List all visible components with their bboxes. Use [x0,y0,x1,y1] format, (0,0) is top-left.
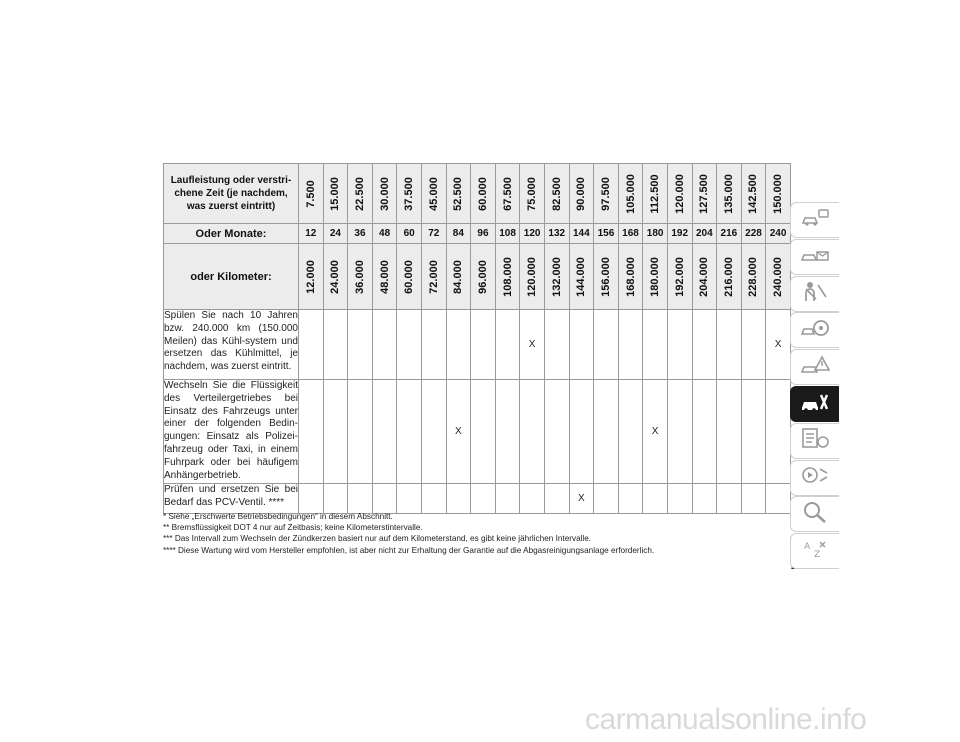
miles-value: 105.000 [624,173,637,214]
footnote: * Siehe „Erschwerte Betriebsbedingungen“ in diesem Abschnitt. [163,512,393,521]
miles-value: 150.000 [772,173,785,214]
car-service-tools-icon [800,390,830,419]
interval-cell [643,310,668,380]
kilometers-cell [471,244,496,310]
kilometers-cell [348,244,373,310]
kilometers-cell [618,244,643,310]
interval-cell [348,380,373,484]
car-warning-icon [800,353,830,382]
chapter-tab[interactable] [790,276,839,312]
interval-cell [495,310,520,380]
kilometers-value: 228.000 [747,256,760,297]
interval-cell [323,484,348,514]
interval-cell [569,310,594,380]
miles-cell [569,164,594,224]
interval-cell [544,380,569,484]
months-cell: 132 [544,224,569,244]
miles-cell [471,164,496,224]
miles-value: 22.500 [353,176,366,211]
miles-value: 120.000 [673,173,686,214]
car-multimedia-icon [800,463,830,492]
row-kilometers [164,244,791,310]
row-miles [164,164,791,224]
interval-cell [446,484,471,514]
miles-cell [766,164,791,224]
interval-cell [299,380,324,484]
chapter-tab[interactable] [790,349,839,385]
miles-value: 90.000 [575,176,588,211]
car-specs-icon [800,426,830,455]
watermark: carmanualsonline.info [585,703,867,736]
kilometers-value: 60.000 [403,259,416,294]
chapter-tab[interactable] [790,496,839,532]
interval-cell [372,310,397,380]
kilometers-value: 96.000 [476,259,489,294]
months-cell: 204 [692,224,717,244]
miles-value: 67.500 [501,176,514,211]
interval-cell [766,484,791,514]
interval-cell [471,380,496,484]
miles-cell [594,164,619,224]
service-row [164,310,791,380]
miles-value: 37.500 [403,176,416,211]
service-description: Spülen Sie nach 10 Jahren bzw. 240.000 km (150.000 Meilen) das Kühl-system und ersetzen das Kühlmittel, je nachdem, was zuerst eintritt. [164,310,299,380]
interval-cell [741,310,766,380]
interval-mark: X [766,310,791,380]
car-dashboard-icon [800,206,830,235]
interval-mark: X [569,484,594,514]
interval-cell [520,380,545,484]
months-cell: 168 [618,224,643,244]
interval-cell [348,484,373,514]
interval-cell [569,380,594,484]
interval-cell [421,380,446,484]
kilometers-value: 108.000 [501,256,514,297]
car-mail-icon [800,242,830,271]
service-row [164,380,791,484]
miles-cell [323,164,348,224]
miles-cell [741,164,766,224]
interval-mark: X [643,380,668,484]
interval-cell [717,310,742,380]
kilometers-value: 204.000 [698,256,711,297]
miles-cell [299,164,324,224]
interval-cell [397,310,422,380]
interval-cell [299,484,324,514]
miles-cell [544,164,569,224]
maintenance-schedule-table [163,163,791,514]
interval-cell [667,380,692,484]
months-cell: 180 [643,224,668,244]
miles-cell [397,164,422,224]
interval-cell [520,484,545,514]
months-cell: 84 [446,224,471,244]
kilometers-value: 180.000 [649,256,662,297]
interval-cell [741,484,766,514]
interval-cell [421,310,446,380]
miles-cell [495,164,520,224]
months-cell: 120 [520,224,545,244]
miles-value: 30.000 [378,176,391,211]
header-mileage-label: Laufleistung oder verstri-chene Zeit (je nachdem, was zuerst eintritt) [164,164,299,224]
miles-value: 75.000 [526,176,539,211]
miles-value: 82.500 [550,176,563,211]
car-steering-icon [800,316,830,345]
interval-cell [471,310,496,380]
chapter-tab[interactable] [790,202,839,238]
interval-cell [544,484,569,514]
footnote: **** Diese Wartung wird vom Hersteller empfohlen, ist aber nicht zur Erhaltung der Garantie auf die Abgasreinigungsanlage erforderlich. [163,545,655,555]
chapter-tab[interactable] [790,386,839,422]
miles-cell [643,164,668,224]
chapter-tab[interactable] [790,239,839,275]
chapter-tab[interactable] [790,533,839,569]
svg-text:Z: Z [814,549,821,560]
months-cell: 144 [569,224,594,244]
interval-cell [348,310,373,380]
miles-value: 15.000 [329,176,342,211]
kilometers-cell [643,244,668,310]
chapter-tab[interactable] [790,423,839,459]
interval-cell [618,310,643,380]
interval-cell [667,310,692,380]
months-cell: 192 [667,224,692,244]
svg-text:A: A [804,541,811,552]
months-cell: 228 [741,224,766,244]
interval-cell [397,484,422,514]
interval-cell [421,484,446,514]
interval-cell [372,380,397,484]
kilometers-cell [372,244,397,310]
months-cell: 24 [323,224,348,244]
months-cell: 48 [372,224,397,244]
interval-cell [594,380,619,484]
interval-cell [495,484,520,514]
interval-cell [544,310,569,380]
kilometers-value: 24.000 [329,259,342,294]
kilometers-cell [544,244,569,310]
interval-cell [618,380,643,484]
kilometers-cell [495,244,520,310]
months-cell: 240 [766,224,791,244]
miles-cell [692,164,717,224]
kilometers-value: 240.000 [772,256,785,297]
kilometers-value: 216.000 [722,256,735,297]
footnote: ** Bremsflüssigkeit DOT 4 nur auf Zeitbasis; keine Kilometerstintervalle. [163,523,423,533]
interval-cell [692,380,717,484]
car-language-icon [800,537,830,566]
chapter-tab[interactable] [790,460,839,496]
interval-cell [471,484,496,514]
interval-cell [667,484,692,514]
row-months [164,224,791,244]
interval-cell [594,310,619,380]
kilometers-value: 120.000 [526,256,539,297]
months-cell: 96 [471,224,496,244]
magnifier-index-icon [800,500,830,529]
miles-cell [421,164,446,224]
kilometers-value: 84.000 [452,259,465,294]
interval-cell [717,380,742,484]
kilometers-value: 168.000 [624,256,637,297]
kilometers-value: 132.000 [550,256,563,297]
months-cell: 60 [397,224,422,244]
miles-cell [717,164,742,224]
months-cell: 72 [421,224,446,244]
kilometers-cell [667,244,692,310]
kilometers-cell [520,244,545,310]
kilometers-value: 72.000 [427,259,440,294]
interval-cell [594,484,619,514]
footnote: *** Das Intervall zum Wechseln der Zündkerzen basiert nur auf dem Kilometerstand, es gibt keine jährlichen Intervalle. [163,534,592,544]
header-months-label: Oder Monate: [164,224,299,244]
car-seatbelt-icon [800,279,830,308]
kilometers-value: 12.000 [304,259,317,294]
months-cell: 36 [348,224,373,244]
kilometers-cell [766,244,791,310]
service-row [164,484,791,514]
interval-cell [397,380,422,484]
months-cell: 216 [717,224,742,244]
footnotes [163,511,763,556]
interval-cell [643,484,668,514]
interval-cell [618,484,643,514]
interval-cell [446,310,471,380]
kilometers-cell [323,244,348,310]
interval-cell [692,310,717,380]
interval-cell [299,310,324,380]
interval-cell [766,380,791,484]
miles-cell [618,164,643,224]
miles-value: 97.500 [599,176,612,211]
kilometers-value: 192.000 [673,256,686,297]
months-cell: 12 [299,224,324,244]
kilometers-cell [594,244,619,310]
miles-cell [348,164,373,224]
interval-cell [495,380,520,484]
service-description: Prüfen und ersetzen Sie bei Bedarf das PCV-Ventil. **** [164,484,299,514]
miles-value: 142.500 [747,173,760,214]
miles-value: 112.500 [649,173,662,214]
service-description: Wechseln Sie die Flüssigkeit des Verteilergetriebes bei Einsatz des Fahrzeugs unter einer der folgenden Bedin-gungen: Einsatz als Polizei-fahrzeug oder Taxi, in einem Fuhrpark oder bei häufigem Anhängerbetrieb. [164,380,299,484]
kilometers-value: 48.000 [378,259,391,294]
interval-cell [372,484,397,514]
kilometers-cell [446,244,471,310]
kilometers-cell [741,244,766,310]
kilometers-cell [692,244,717,310]
kilometers-value: 156.000 [599,256,612,297]
miles-value: 135.000 [722,173,735,214]
interval-cell [717,484,742,514]
interval-mark: X [520,310,545,380]
chapter-tab[interactable] [790,312,839,348]
kilometers-cell [421,244,446,310]
months-cell: 156 [594,224,619,244]
miles-cell [446,164,471,224]
months-cell: 108 [495,224,520,244]
miles-value: 45.000 [427,176,440,211]
interval-mark: X [446,380,471,484]
kilometers-cell [717,244,742,310]
interval-cell [323,310,348,380]
interval-cell [692,484,717,514]
miles-value: 127.500 [698,173,711,214]
kilometers-value: 36.000 [353,259,366,294]
miles-value: 7.500 [304,179,317,208]
miles-cell [520,164,545,224]
miles-value: 52.500 [452,176,465,211]
miles-cell [667,164,692,224]
kilometers-cell [397,244,422,310]
kilometers-cell [299,244,324,310]
kilometers-cell [569,244,594,310]
header-kilometers-label: oder Kilometer: [164,244,299,310]
miles-value: 60.000 [476,176,489,211]
kilometers-value: 144.000 [575,256,588,297]
miles-cell [372,164,397,224]
interval-cell [323,380,348,484]
interval-cell [741,380,766,484]
